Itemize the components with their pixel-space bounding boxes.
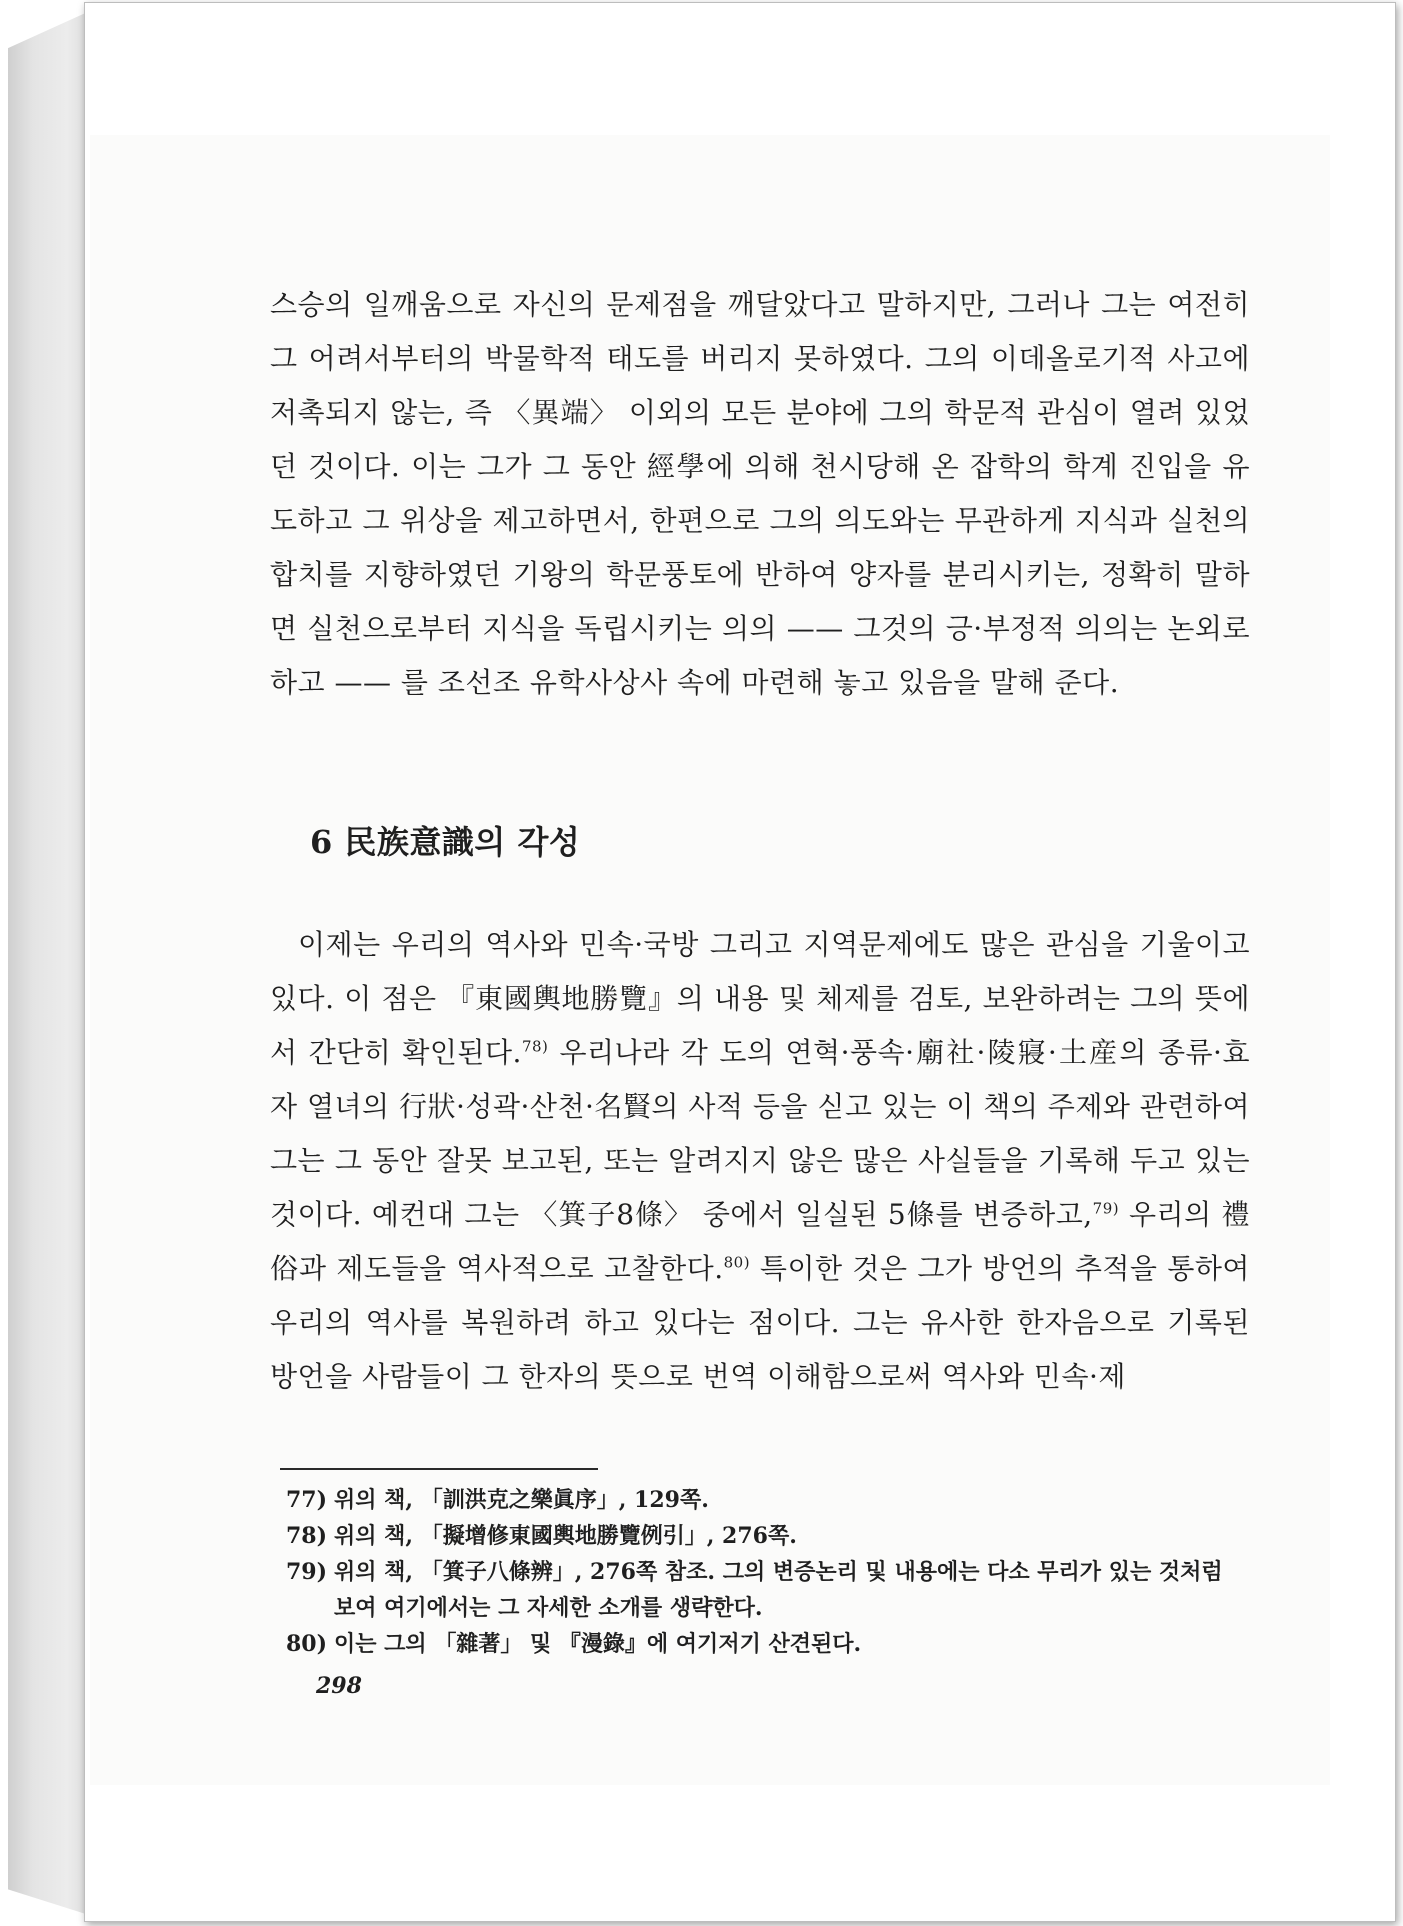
footnote-item [286,1626,1250,1662]
footnote-number: 80) [286,1631,328,1657]
page-number: 298 [316,1673,362,1699]
book-spine-edge [8,10,92,1916]
footnote-list [286,1482,1250,1662]
footnote-reference[interactable]: 79) [1092,1199,1120,1218]
footnote-reference[interactable]: 78) [521,1037,549,1056]
paragraph-text: 우리의 禮俗과 제도들을 역사적으로 고찰한다. [270,1198,1250,1285]
footnote-text: 이는 그의 「雜著」 및 『漫錄』에 여기저기 산견된다. [334,1631,862,1657]
section-heading: 6 民族意識의 각성 [310,823,581,861]
paragraph-text: 특이한 것은 그가 방언의 추적을 통하여 우리의 역사를 복원하려 하고 있다는 점이다. 그는 유사한 한자음으로 기록된 방언을 사람들이 그 한자의 뜻으로 번역 이해함으로써 역사와 민속·제 [270,1252,1250,1393]
footnote-number: 77) [286,1487,328,1513]
footnote-reference[interactable]: 80) [723,1253,751,1272]
footnote-text: 위의 책, 「擬增修東國輿地勝覽例引」, 276쪽. [334,1523,797,1549]
footnote-number: 78) [286,1523,328,1549]
footnote-text: 위의 책, 「箕子八條辨」, 276쪽 참조. 그의 변증논리 및 내용에는 다소 무리가 있는 것처럼 보여 여기에서는 그 자세한 소개를 생략한다. [334,1559,1223,1621]
paragraph-text: 이제는 우리의 역사와 민속·국방 그리고 지역문제에도 많은 관심을 기울이고 있다. 이 점은 『東國輿地勝覽』의 내용 및 체제를 검토, 보완하려는 그의 뜻에서 간단히 확인된다. [270,928,1250,1069]
footnote-item [286,1518,1250,1554]
footnote-item [286,1554,1250,1626]
footnote-item [286,1482,1250,1518]
body-paragraph: 스승의 일깨움으로 자신의 문제점을 깨달았다고 말하지만, 그러나 그는 여전히 그 어려서부터의 박물학적 태도를 버리지 못하였다. 그의 이데올로기적 사고에 저촉되지 않는, 즉 〈異端〉 이외의 모든 분야에 그의 학문적 관심이 열려 있었던 것이다. 이는 그가 그 동안 經學에 의해 천시당해 온 잡학의 학계 진입을 유도하고 그 위상을 제고하면서, 한편으로 그의 의도와는 무관하게 지식과 실천의 합치를 지향하였던 기왕의 학문풍토에 반하여 양자를 분리시키는, 정확히 말하면 실천으로부터 지식을 독립시키는 의의 —— 그것의 긍·부정적 의의는 논외로 하고 —— 를 조선조 유학사상사 속에 마련해 놓고 있음을 말해 준다. [270,288,1250,699]
footnote-number: 79) [286,1559,328,1585]
footnote-text: 위의 책, 「訓洪克之樂眞序」, 129쪽. [334,1487,709,1513]
footnote-divider [280,1468,598,1470]
body-paragraph [270,918,1250,1404]
paragraph-text: 우리나라 각 도의 연혁·풍속·廟社·陵寢·土産의 종류·효자 열녀의 行狀·성곽·산천·名賢의 사적 등을 싣고 있는 이 책의 주제와 관련하여 그는 그 동안 잘못 보고된, 또는 알려지지 않은 많은 사실들을 기록해 두고 있는 것이다. 예컨대 그는 〈箕子8條〉 중에서 일실된 5條를 변증하고, [270,1036,1251,1231]
